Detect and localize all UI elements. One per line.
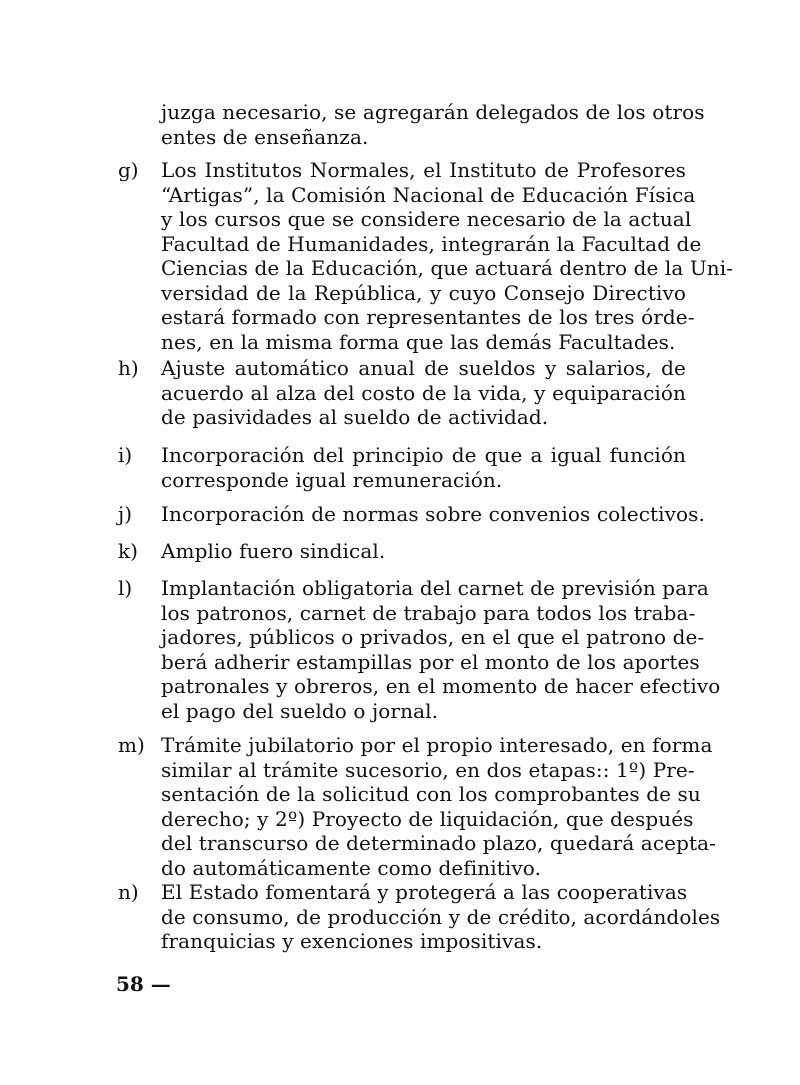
text-line: y los cursos que se considere necesario de la actual xyxy=(161,207,692,231)
text-line: versidad de la República, y cuyo Consejo Directivo xyxy=(161,280,686,305)
text-line: acuerdo al alza del costo de la vida, y equiparación xyxy=(161,380,686,405)
page-number: 58 — xyxy=(116,972,171,996)
text-line: Ciencias de la Educación, que actuará dentro de la Uni- xyxy=(161,256,734,280)
text-line: Facultad de Humanidades, integrarán la Facultad de xyxy=(161,231,702,256)
paragraph-text xyxy=(161,443,686,492)
text-line: similar al trámite sucesorio, en dos etapas:: 1º) Pre- xyxy=(161,757,695,782)
text-line: patronales y obreros, en el momento de hacer efectivo xyxy=(161,674,721,698)
item-marker: n) xyxy=(118,880,139,904)
item-marker: i) xyxy=(118,443,133,467)
item-marker: m) xyxy=(118,733,145,757)
text-line: del transcurso de determinado plazo, quedará acepta- xyxy=(161,831,716,855)
text-line: franquicias y exenciones impositivas. xyxy=(161,929,543,953)
text-line: entes de enseñanza. xyxy=(161,124,369,149)
text-line: los patronos, carnet de trabajo para todos los traba- xyxy=(161,600,696,625)
paragraph-text xyxy=(161,158,734,354)
paragraph-text xyxy=(161,880,721,954)
paragraph-text xyxy=(161,356,686,430)
paragraph-text xyxy=(161,733,716,880)
text-line: “Artigas”, la Comisión Nacional de Educación Física xyxy=(161,182,696,207)
item-marker: g) xyxy=(118,158,139,182)
text-line: Incorporación del principio de que a igual función xyxy=(161,443,686,467)
paragraph-text xyxy=(161,502,706,527)
text-line: sentación de la solicitud con los comprobantes de su xyxy=(161,782,701,806)
text-line: jadores, públicos o privados, en el que el patrono de- xyxy=(161,625,705,649)
text-line: derecho; y 2º) Proyecto de liquidación, que después xyxy=(161,806,694,831)
text-line: Implantación obligatoria del carnet de previsión para xyxy=(161,576,709,600)
text-line: de pasividades al sueldo de actividad. xyxy=(161,405,549,429)
text-line: do automáticamente como definitivo. xyxy=(161,855,542,880)
text-line: Ajuste automático anual de sueldos y salarios, de xyxy=(161,356,686,380)
text-line: Amplio fuero sindical. xyxy=(161,539,386,563)
item-marker: k) xyxy=(118,539,138,563)
text-line: el pago del sueldo o jornal. xyxy=(161,698,439,723)
text-line: estará formado con representantes de los tres órde- xyxy=(161,305,695,329)
paragraph-text xyxy=(161,539,686,564)
text-line: Trámite jubilatorio por el propio interesado, en forma xyxy=(161,733,713,757)
text-line: de consumo, de producción y de crédito, acordándoles xyxy=(161,904,721,929)
item-marker: j) xyxy=(118,502,133,526)
text-line: Los Institutos Normales, el Instituto de Profesores xyxy=(161,158,686,182)
text-line: juzga necesario, se agregarán delegados de los otros xyxy=(161,100,705,124)
text-line: El Estado fomentará y protegerá a las cooperativas xyxy=(161,880,688,904)
text-line: corresponde igual remuneración. xyxy=(161,467,503,492)
paragraph-text xyxy=(161,100,705,149)
text-line: nes, en la misma forma que las demás Facultades. xyxy=(161,329,676,354)
paragraph-text xyxy=(161,576,721,723)
item-marker: l) xyxy=(118,576,133,600)
item-marker: h) xyxy=(118,356,139,380)
text-line: Incorporación de normas sobre convenios colectivos. xyxy=(161,502,706,526)
text-line: berá adherir estampillas por el monto de los aportes xyxy=(161,649,700,674)
